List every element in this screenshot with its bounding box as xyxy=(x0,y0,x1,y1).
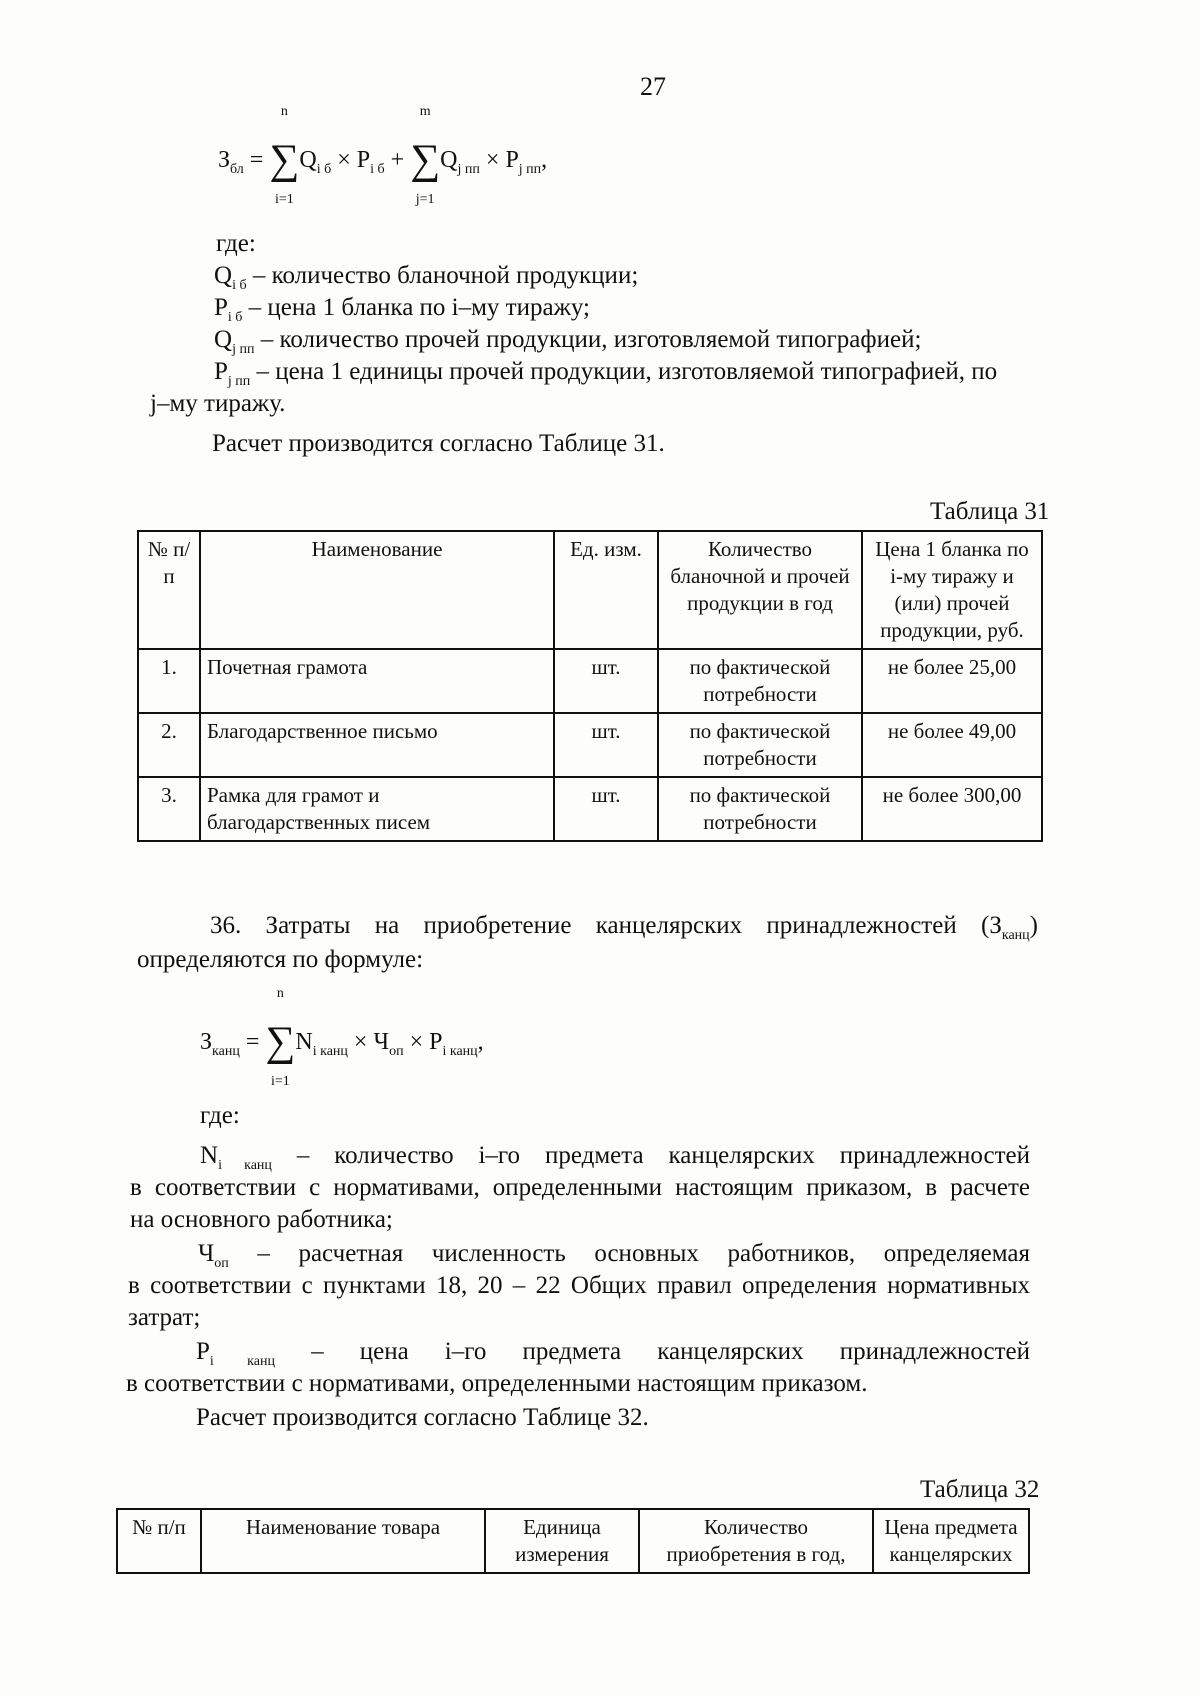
header-cell: Ед. изм. xyxy=(554,531,658,649)
definition-line: $Q_{i б}$ – количество бланочной продукции; xyxy=(214,262,639,293)
formula-symbol: З xyxy=(200,1029,213,1055)
paragraph-36-line1: 36. Затраты на приобретение канцелярских принадлежностей $(З_{канц})$ xyxy=(210,912,1038,943)
where-label: где: xyxy=(200,1102,240,1129)
table-row xyxy=(138,713,1042,777)
definition-line: $N_{i канц}$ – количество i–го предмета канцелярских принадлежностей xyxy=(200,1142,1030,1173)
table-31 xyxy=(137,530,1043,842)
formula-subscript: i канц xyxy=(442,1044,478,1059)
header-cell: № п/п xyxy=(138,531,200,649)
formula-subscript: j пп xyxy=(518,162,542,177)
formula-subscript: i б xyxy=(370,162,385,177)
row-number: 3. xyxy=(138,777,200,841)
row-number: 1. xyxy=(138,649,200,713)
table-32-caption: Таблица 32 xyxy=(920,1476,1040,1503)
formula-symbol: Ч xyxy=(373,1029,390,1055)
table-row xyxy=(138,649,1042,713)
price: не более 300,00 xyxy=(862,777,1042,841)
unit: шт. xyxy=(554,713,658,777)
calc-reference-32: Расчет производится согласно Таблице 32. xyxy=(196,1404,649,1431)
sum-upper-limit: m xyxy=(419,104,431,119)
header-cell: Цена предмета канцелярских xyxy=(873,1509,1029,1573)
formula-operator: = xyxy=(249,147,264,173)
formula-symbol: P xyxy=(356,147,371,173)
formula-symbol: P xyxy=(505,147,519,173)
formula-subscript: j пп xyxy=(457,162,480,177)
formula-symbol: Q xyxy=(440,147,458,173)
table-header-row xyxy=(138,531,1042,649)
quantity: по фактической потребности xyxy=(658,777,862,841)
definition-line: $Ч_{оп}$ – расчетная численность основных работников, определяемая xyxy=(198,1240,1030,1271)
table-31-caption: Таблица 31 xyxy=(930,498,1050,525)
unit: шт. xyxy=(554,777,658,841)
formula-punct: , xyxy=(477,1029,484,1055)
header-cell: Наименование xyxy=(200,531,554,649)
formula-symbol: N xyxy=(295,1029,313,1055)
formula-operator: × xyxy=(409,1029,424,1055)
item-name: Благодарственное письмо xyxy=(200,713,554,777)
formula-subscript: оп xyxy=(389,1044,404,1059)
quantity: по фактической потребности xyxy=(658,649,862,713)
definition-line: в соответствии с нормативами, определенными настоящим приказом, в расчете xyxy=(130,1174,1030,1201)
header-cell: Единица измерения xyxy=(485,1509,639,1573)
sum-sign: n ∑ i=1 xyxy=(265,986,296,1089)
formula-symbol: P xyxy=(429,1029,443,1055)
formula-operator: = xyxy=(245,1029,260,1055)
formula-operator: × xyxy=(353,1029,368,1055)
definition-line: затрат; xyxy=(128,1304,201,1331)
header-cell: Наименование товара xyxy=(201,1509,485,1573)
sum-lower-limit: i=1 xyxy=(274,192,294,207)
formula-symbol: З xyxy=(218,147,231,173)
sum-sign: n ∑ i=1 xyxy=(269,104,300,207)
sum-sign: m ∑ j=1 xyxy=(410,104,441,207)
unit: шт. xyxy=(554,649,658,713)
price: не более 25,00 xyxy=(862,649,1042,713)
definition-line: $P_{i б}$ – цена 1 бланка по i–му тиражу; xyxy=(214,294,590,325)
table-32 xyxy=(116,1508,1030,1574)
page-number: 27 xyxy=(640,72,666,101)
sum-lower-limit: i=1 xyxy=(270,1074,290,1089)
formula-punct: , xyxy=(541,147,548,173)
formula-operator: × xyxy=(337,147,351,173)
where-label: где: xyxy=(216,230,256,257)
price: не более 49,00 xyxy=(862,713,1042,777)
header-cell: № п/п xyxy=(117,1509,201,1573)
header-cell: Цена 1 бланка по i-му тиражу и (или) прочей продукции, руб. xyxy=(862,531,1042,649)
row-number: 2. xyxy=(138,713,200,777)
formula-subscript: канц xyxy=(212,1044,240,1059)
paragraph-36-line2: определяются по формуле: xyxy=(137,946,424,973)
formula-operator: + xyxy=(390,147,405,173)
formula-operator: × xyxy=(485,147,500,173)
sum-lower-limit: j=1 xyxy=(415,192,435,207)
definition-continuation: j–му тиражу. xyxy=(150,390,286,417)
formula-stationery-costs xyxy=(200,986,484,1089)
definition-line: на основного работника; xyxy=(130,1206,393,1233)
definition-line: в соответствии с нормативами, определенными настоящим приказом. xyxy=(126,1370,868,1397)
table-header-row xyxy=(117,1509,1029,1573)
table-row xyxy=(138,777,1042,841)
formula-subscript: i канц xyxy=(312,1044,348,1059)
definition-line: $Q_{j пп}$ – количество прочей продукции, изготовляемой типографией; xyxy=(214,326,922,357)
formula-blank-costs xyxy=(218,104,548,207)
formula-symbol: Q xyxy=(299,147,317,173)
definition-line: $P_{j пп}$ – цена 1 единицы прочей продукции, изготовляемой типографией, по xyxy=(214,358,998,389)
item-name: Почетная грамота xyxy=(200,649,554,713)
definition-line: $P_{i канц}$ – цена i–го предмета канцелярских принадлежностей xyxy=(196,1338,1030,1369)
item-name: Рамка для грамот и благодарственных писем xyxy=(200,777,554,841)
sum-upper-limit: n xyxy=(280,104,288,119)
calc-reference-31: Расчет производится согласно Таблице 31. xyxy=(212,430,665,457)
formula-subscript: i б xyxy=(316,162,332,177)
formula-subscript: бл xyxy=(230,162,244,177)
quantity: по фактической потребности xyxy=(658,713,862,777)
header-cell: Количество бланочной и прочей продукции в год xyxy=(658,531,862,649)
sum-upper-limit: n xyxy=(276,986,284,1001)
header-cell: Количество приобретения в год, xyxy=(639,1509,873,1573)
definition-line: в соответствии с пунктами 18, 20 – 22 Общих правил определения нормативных xyxy=(128,1272,1030,1299)
